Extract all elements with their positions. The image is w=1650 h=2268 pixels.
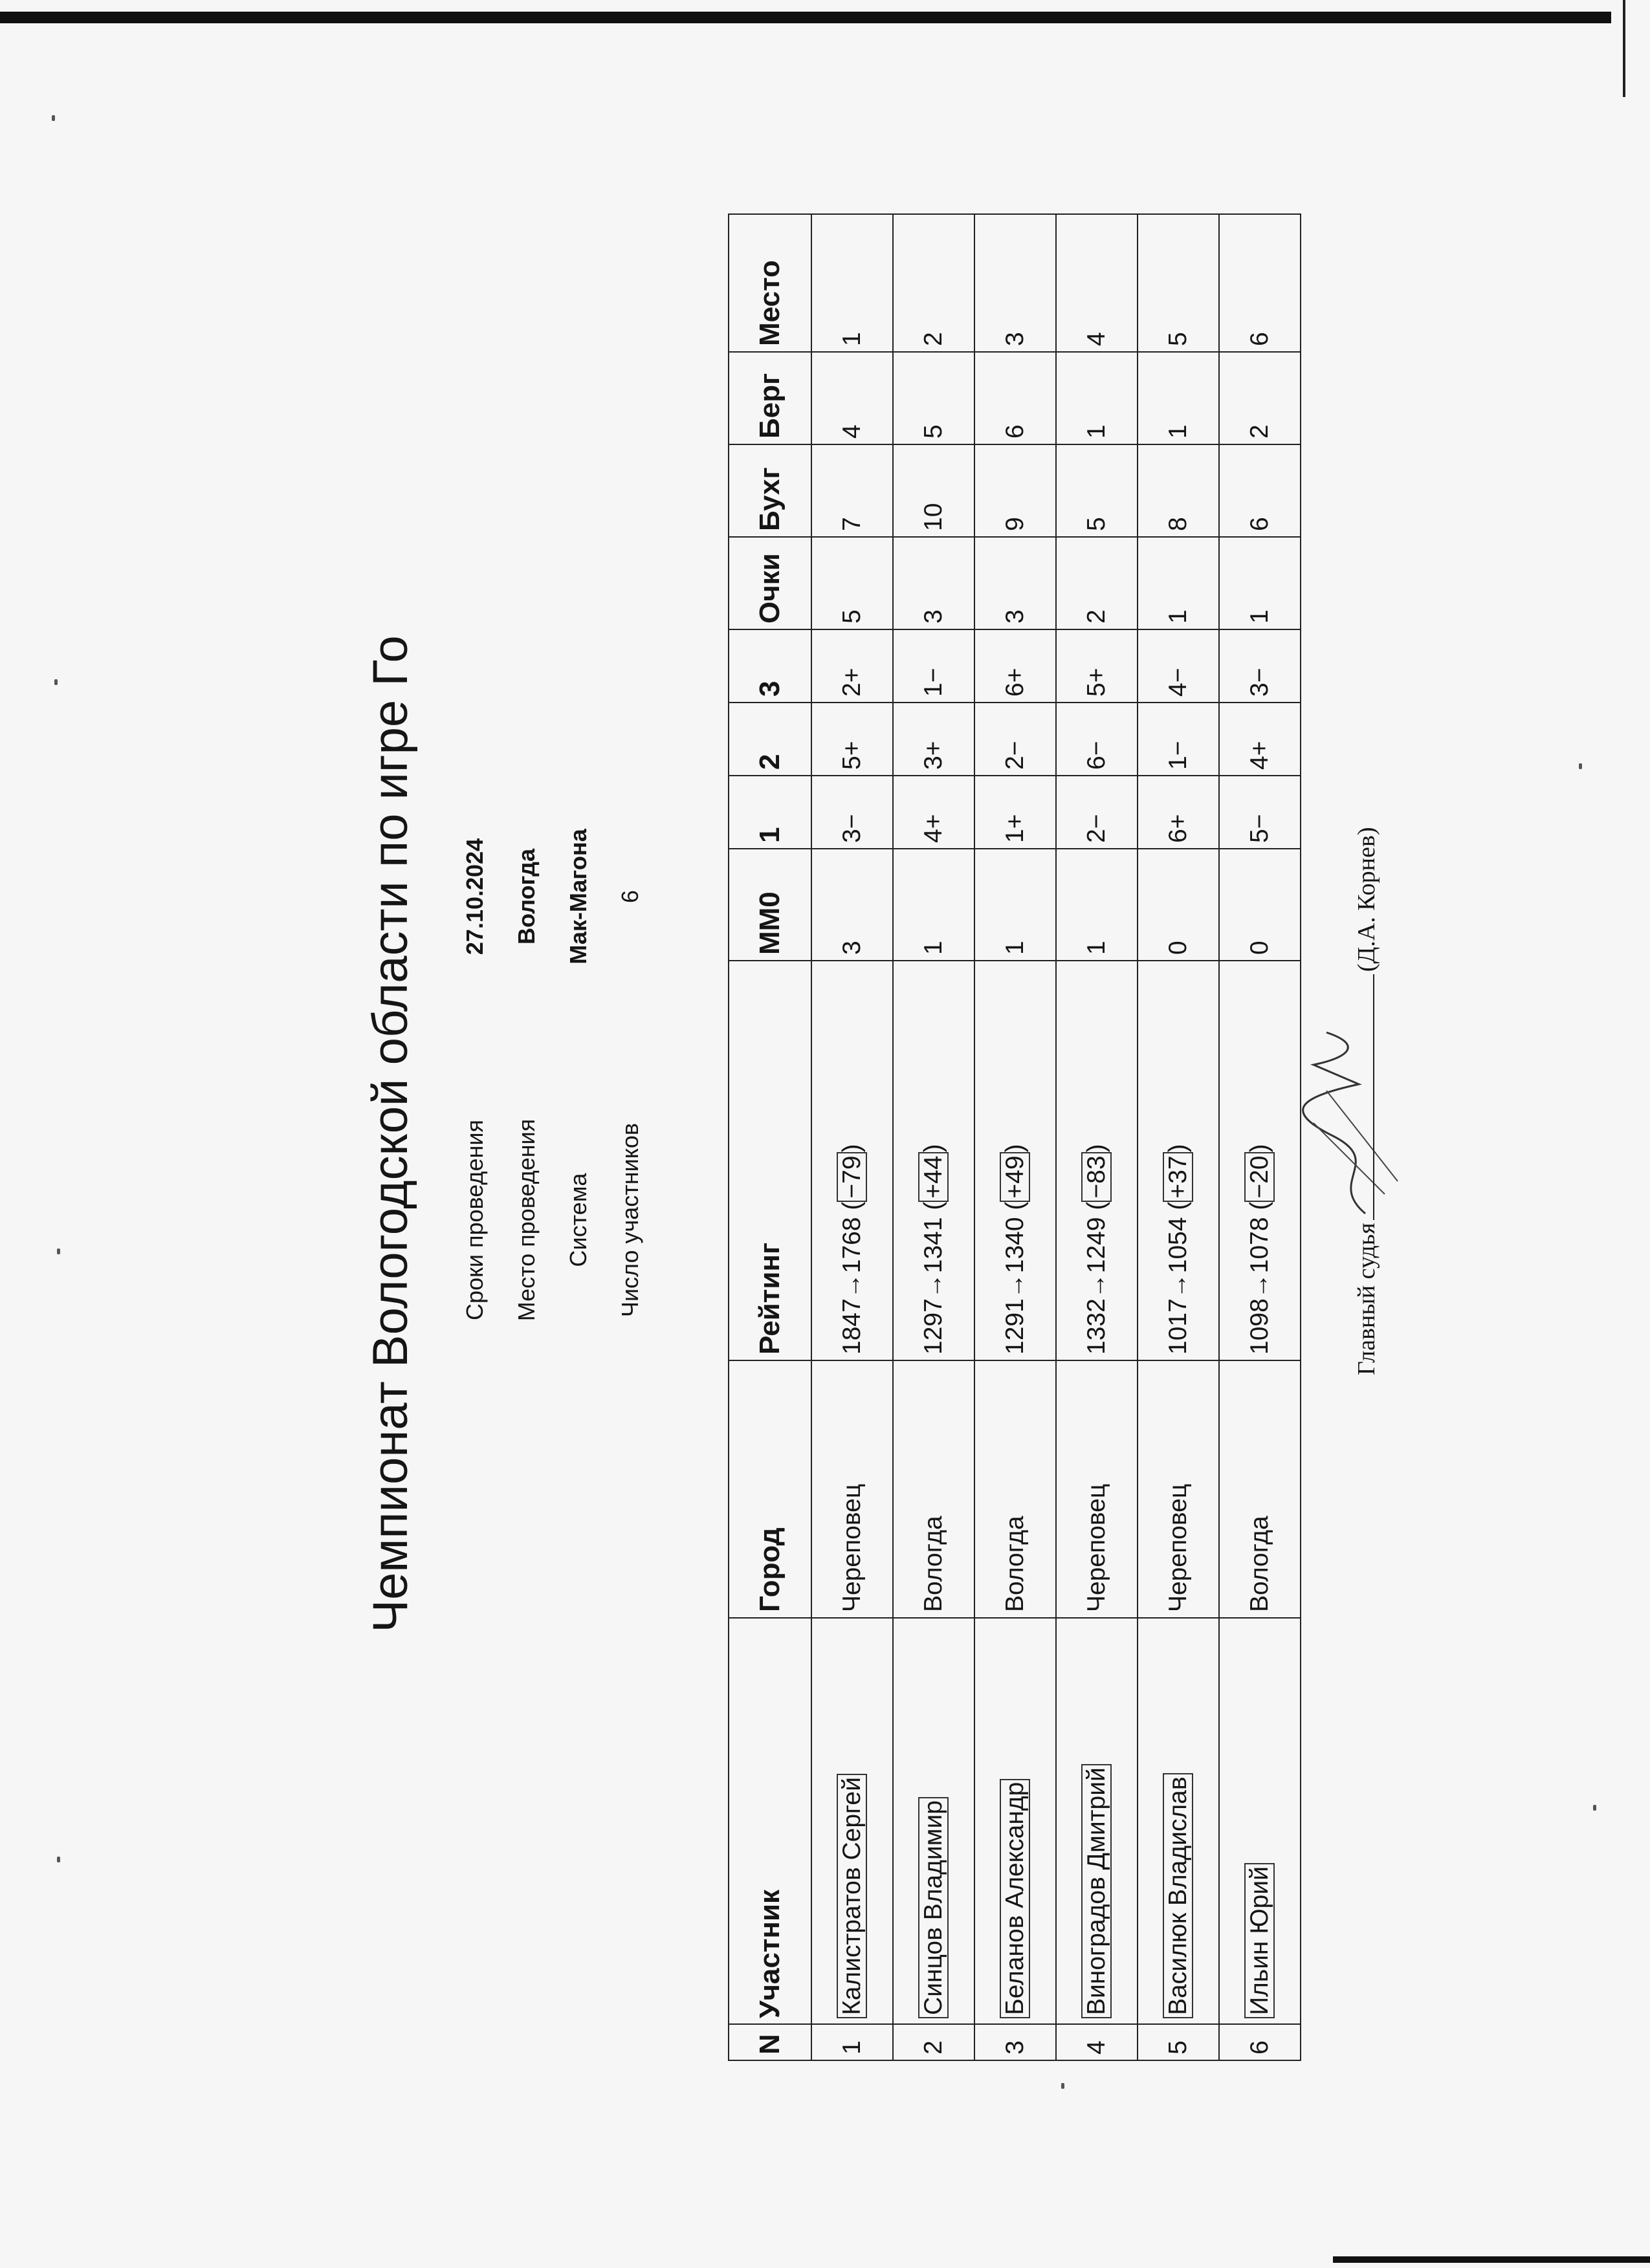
rating-change: 1017→1054 (1164, 1217, 1192, 1355)
header-participant: Участник (729, 1618, 811, 2024)
cell-place: 4 (1056, 214, 1138, 352)
cell-round-3: 4− (1138, 629, 1219, 703)
info-value-system: Мак-Магона (565, 829, 591, 965)
cell-mm0: 0 (1138, 849, 1219, 961)
cell-round-1: 6+ (1138, 776, 1219, 849)
cell-berger: 2 (1219, 352, 1301, 444)
cell-mm0: 1 (1056, 849, 1138, 961)
table-row (811, 214, 893, 2060)
cell-place: 5 (1138, 214, 1219, 352)
cell-berger: 1 (1138, 352, 1219, 444)
cell-points: 2 (1056, 537, 1138, 629)
cell-berger: 6 (974, 352, 1056, 444)
cell-city: Вологда (974, 1360, 1056, 1618)
cell-round-1: 5− (1219, 776, 1301, 849)
header-berger: Берг (729, 352, 811, 444)
cell-round-2: 1− (1138, 703, 1219, 776)
cell-buchholz: 10 (893, 444, 974, 537)
cell-berger: 4 (811, 352, 893, 444)
cell-points: 1 (1138, 537, 1219, 629)
judge-name: (Д.А. Корнев) (1353, 827, 1380, 972)
rating-change: 1332→1249 (1083, 1217, 1110, 1355)
cell-round-2: 6− (1056, 703, 1138, 776)
header-rating: Рейтинг (729, 961, 811, 1360)
cell-place: 3 (974, 214, 1056, 352)
cell-points: 3 (974, 537, 1056, 629)
cell-rating: 1332→1249 (−83) (1056, 961, 1138, 1360)
header-place: Место (729, 214, 811, 352)
rating-delta: −20 (1244, 1152, 1275, 1201)
info-value-dates: 27.10.2024 (461, 838, 488, 955)
participant-name: Беланов Александр (1000, 1779, 1030, 2018)
cell-participant (974, 1618, 1056, 2024)
header-buchholz: Бухг (729, 444, 811, 537)
rating-delta: +44 (918, 1152, 949, 1201)
table-header-row (729, 214, 811, 2060)
cell-round-2: 5+ (811, 703, 893, 776)
cell-place: 1 (811, 214, 893, 352)
cell-participant (1056, 1618, 1138, 2024)
cell-mm0: 1 (974, 849, 1056, 961)
cell-rating: 1291→1340 (+49) (974, 961, 1056, 1360)
cell-participant (893, 1618, 974, 2024)
info-label-participants: Число участников (617, 1122, 643, 1318)
cell-round-3: 3− (1219, 629, 1301, 703)
cell-round-1: 3− (811, 776, 893, 849)
cell-buchholz: 7 (811, 444, 893, 537)
cell-city: Вологда (1219, 1360, 1301, 1618)
rating-change: 1847→1768 (838, 1217, 866, 1355)
rating-delta: −83 (1081, 1152, 1112, 1201)
cell-n: 4 (1056, 2024, 1138, 2060)
signature-underline (1373, 974, 1374, 1220)
participant-name: Калистратов Сергей (837, 1774, 867, 2018)
cell-round-3: 2+ (811, 629, 893, 703)
cell-rating: 1297→1341 (+44) (893, 961, 974, 1360)
cell-rating: 1098→1078 (−20) (1219, 961, 1301, 1360)
cell-city: Вологда (893, 1360, 974, 1618)
info-label-dates: Сроки проведения (461, 1120, 488, 1320)
cell-city: Череповец (1138, 1360, 1219, 1618)
cell-city: Череповец (811, 1360, 893, 1618)
participant-name: Синцов Владимир (918, 1797, 949, 2018)
info-value-participants: 6 (617, 889, 643, 904)
info-label-venue: Место проведения (513, 1118, 540, 1322)
header-round-1: 1 (729, 776, 811, 849)
cell-place: 6 (1219, 214, 1301, 352)
cell-n: 3 (974, 2024, 1056, 2060)
cell-n: 5 (1138, 2024, 1219, 2060)
header-round-2: 2 (729, 703, 811, 776)
cell-berger: 5 (893, 352, 974, 444)
cell-participant (1138, 1618, 1219, 2024)
cell-points: 5 (811, 537, 893, 629)
results-table (728, 213, 1301, 2061)
cell-buchholz: 9 (974, 444, 1056, 537)
header-mm0: ММ0 (729, 849, 811, 961)
rating-change: 1297→1341 (919, 1217, 947, 1355)
cell-round-2: 2− (974, 703, 1056, 776)
cell-participant (811, 1618, 893, 2024)
rating-delta: +37 (1163, 1152, 1193, 1201)
cell-round-3: 6+ (974, 629, 1056, 703)
participant-name: Виноградов Дмитрий (1081, 1764, 1112, 2018)
judge-label: Главный судья (1353, 1223, 1380, 1375)
participant-name: Василюк Владислав (1163, 1773, 1193, 2018)
header-round-3: 3 (729, 629, 811, 703)
cell-buchholz: 5 (1056, 444, 1138, 537)
cell-round-3: 1− (893, 629, 974, 703)
cell-round-1: 4+ (893, 776, 974, 849)
cell-mm0: 1 (893, 849, 974, 961)
cell-berger: 1 (1056, 352, 1138, 444)
cell-rating: 1017→1054 (+37) (1138, 961, 1219, 1360)
document-title: Чемпионат Вологодской области по игре Го (363, 635, 418, 1633)
cell-rating: 1847→1768 (−79) (811, 961, 893, 1360)
header-n: N (729, 2024, 811, 2060)
cell-round-1: 1+ (974, 776, 1056, 849)
cell-round-1: 2− (1056, 776, 1138, 849)
info-value-venue: Вологда (513, 849, 540, 944)
cell-buchholz: 6 (1219, 444, 1301, 537)
cell-round-3: 5+ (1056, 629, 1138, 703)
header-points: Очки (729, 537, 811, 629)
rating-delta: +49 (1000, 1152, 1030, 1201)
rating-change: 1098→1078 (1246, 1217, 1273, 1355)
table-row (893, 214, 974, 2060)
cell-city: Череповец (1056, 1360, 1138, 1618)
cell-n: 6 (1219, 2024, 1301, 2060)
rating-change: 1291→1340 (1001, 1217, 1029, 1355)
cell-n: 2 (893, 2024, 974, 2060)
info-label-system: Система (565, 1173, 591, 1267)
rating-delta: −79 (837, 1152, 867, 1201)
cell-buchholz: 8 (1138, 444, 1219, 537)
table-row (974, 214, 1056, 2060)
participant-name: Ильин Юрий (1244, 1863, 1275, 2018)
cell-points: 3 (893, 537, 974, 629)
cell-participant (1219, 1618, 1301, 2024)
cell-n: 1 (811, 2024, 893, 2060)
table-row (1138, 214, 1219, 2060)
judge-signature-line (1352, 827, 1381, 1375)
cell-place: 2 (893, 214, 974, 352)
header-city: Город (729, 1360, 811, 1618)
cell-round-2: 3+ (893, 703, 974, 776)
cell-mm0: 0 (1219, 849, 1301, 961)
cell-points: 1 (1219, 537, 1301, 629)
cell-mm0: 3 (811, 849, 893, 961)
cell-round-2: 4+ (1219, 703, 1301, 776)
table-row (1056, 214, 1138, 2060)
